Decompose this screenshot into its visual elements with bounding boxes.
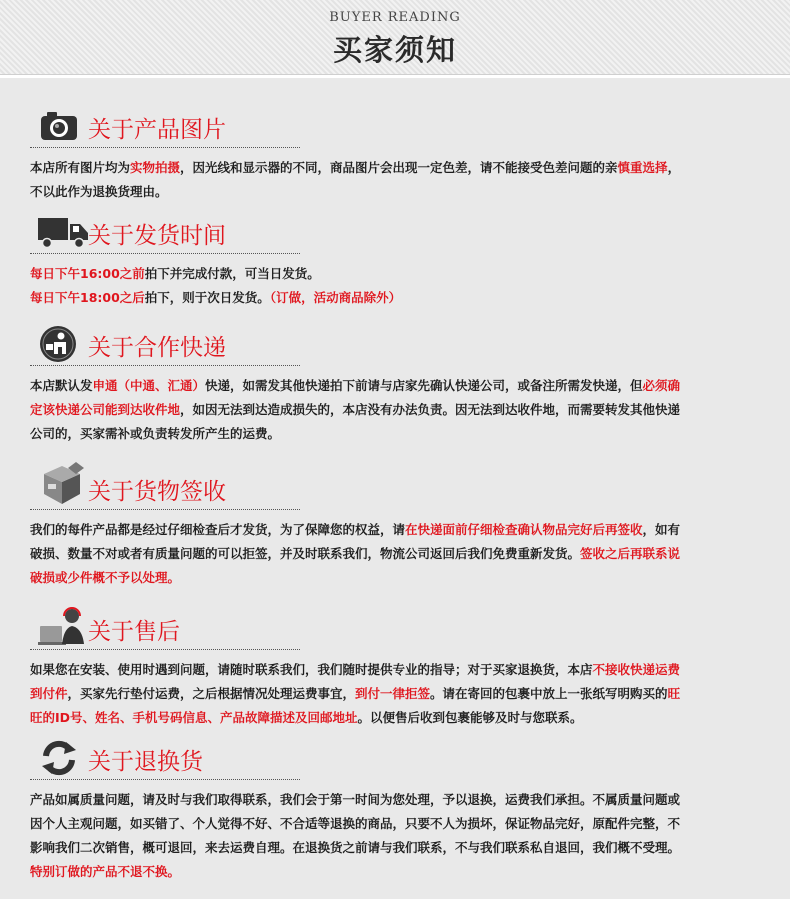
section-title: 关于合作快递 <box>88 335 226 361</box>
highlight-text: 不接收快递运费 <box>592 662 681 677</box>
text-line <box>30 398 760 422</box>
section-after-sales <box>30 608 760 730</box>
text-line <box>30 262 760 286</box>
section-heading <box>30 106 760 146</box>
body-text: 影响我们二次销售，概可退回，来去运费自理。在退换货之前请与我们联系，不与我们联系私自退回，我们概不受理。 <box>30 840 681 855</box>
section-title: 关于售后 <box>88 619 180 645</box>
body-text: 产品如属质量问题，请及时与我们取得联系，我们会于第一时间为您处理，予以退换，运费我们承担。不属质量问题或 <box>30 792 681 807</box>
section-title: 关于货物签收 <box>88 479 226 505</box>
highlight-text: 定该快递公司能到达收件地 <box>30 402 181 417</box>
text-line <box>30 156 760 180</box>
section-product-images <box>30 106 760 204</box>
section-heading <box>30 608 760 648</box>
text-line <box>30 836 760 860</box>
highlight-text: 到付一律拒签 <box>355 686 431 701</box>
body-text: 我们的每件产品都是经过仔细检查后才发货，为了保障您的权益，请 <box>30 522 406 537</box>
highlight-text: 每日下午16:00之前 <box>30 266 145 281</box>
body-text: 拍下，则于次日发货。 <box>144 290 270 305</box>
body-text: 如果您在安装、使用时遇到问题，请随时联系我们，我们随时提供专业的指导；对于买家退换货，本店 <box>30 662 593 677</box>
dotted-divider <box>30 509 300 510</box>
body-text: ， <box>667 160 681 175</box>
section-text <box>30 658 760 730</box>
text-line <box>30 286 760 310</box>
section-title: 关于发货时间 <box>88 223 226 249</box>
dotted-divider <box>30 253 300 254</box>
body-text: 不以此作为退换货理由。 <box>30 184 168 199</box>
text-line <box>30 422 760 446</box>
highlight-text: 破损或少件概不予以处理。 <box>30 570 181 585</box>
section-text <box>30 262 760 310</box>
dotted-divider <box>30 649 300 650</box>
highlight-text: 旺 <box>667 686 681 701</box>
body-text: ，因光线和显示器的不同，商品图片会出现一定色差，请不能接受色差问题的亲 <box>180 160 618 175</box>
body-text: ，如因无法到达造成损失的，本店没有办法负责。因无法到达收件地，而需要转发其他快递 <box>180 402 681 417</box>
text-line <box>30 860 760 884</box>
highlight-text: 每日下午18:00之后 <box>30 290 145 305</box>
courier-icon <box>38 324 80 364</box>
highlight-text: 到付件 <box>30 686 68 701</box>
text-line <box>30 180 760 204</box>
body-text: 破损、数量不对或者有质量问题的可以拒签，并及时联系我们，物流公司返回后我们免费重新发货。 <box>30 546 581 561</box>
text-line <box>30 542 760 566</box>
dotted-divider <box>30 365 300 366</box>
highlight-text: 旺的ID号、姓名、手机号码信息、产品故障描述及回邮地址 <box>30 710 358 725</box>
text-line <box>30 566 760 590</box>
section-delivery-receipt <box>30 468 760 590</box>
text-line <box>30 788 760 812</box>
section-text <box>30 788 760 884</box>
section-heading <box>30 738 760 778</box>
body-text: ，买家先行垫付运费，之后根据情况处理运费事宜， <box>67 686 356 701</box>
dotted-divider <box>30 779 300 780</box>
text-line <box>30 812 760 836</box>
header-english-title: BUYER READING <box>329 10 461 25</box>
text-line <box>30 658 760 682</box>
highlight-text: 慎重选择 <box>617 160 668 175</box>
text-line <box>30 706 760 730</box>
section-heading <box>30 324 760 364</box>
section-heading <box>30 212 760 252</box>
section-courier <box>30 324 760 446</box>
text-line <box>30 682 760 706</box>
body-text: 拍下并完成付款，可当日发货。 <box>144 266 320 281</box>
section-heading <box>30 468 760 508</box>
section-text <box>30 156 760 204</box>
section-text <box>30 518 760 590</box>
customer-service-icon <box>38 604 80 644</box>
truck-icon <box>38 212 80 252</box>
section-title: 关于退换货 <box>88 749 203 775</box>
body-text: 。以便售后收到包裹能够及时与您联系。 <box>357 710 583 725</box>
highlight-text: （订做，活动商品除外） <box>269 290 402 305</box>
highlight-text: 特别订做的产品不退不换。 <box>30 864 181 879</box>
body-text: 本店所有图片均为 <box>30 160 131 175</box>
highlight-text: 在快递面前仔细检查确认物品完好后再签收 <box>405 522 643 537</box>
notice-content <box>0 78 790 899</box>
dotted-divider <box>30 147 300 148</box>
text-line <box>30 374 760 398</box>
section-text <box>30 374 760 446</box>
highlight-text: 申通（中通、汇通） <box>92 378 206 393</box>
section-shipping-time <box>30 212 760 310</box>
package-icon <box>38 460 80 500</box>
body-text: 本店默认发 <box>30 378 93 393</box>
highlight-text: 实物拍摄 <box>130 160 181 175</box>
page-header <box>0 0 790 75</box>
highlight-text: 必须确 <box>642 378 681 393</box>
text-line <box>30 518 760 542</box>
body-text: 公司的，买家需补或负责转发所产生的运费。 <box>30 426 281 441</box>
body-text: ，如有 <box>642 522 681 537</box>
header-title: 买家须知 <box>332 33 457 67</box>
exchange-icon <box>38 738 80 778</box>
section-title: 关于产品图片 <box>88 117 226 143</box>
section-returns <box>30 738 760 884</box>
body-text: 快递，如需发其他快递拍下前请与店家先确认快递公司，或备注所需发快递，但 <box>205 378 643 393</box>
highlight-text: 签收之后再联系说 <box>580 546 681 561</box>
body-text: 。请在寄回的包裹中放上一张纸写明购买的 <box>430 686 668 701</box>
body-text: 因个人主观问题，如买错了、个人觉得不好、不合适等退换的商品，只要不人为损坏，保证物品完好，原配件完整，不 <box>30 816 681 831</box>
camera-icon <box>38 106 80 146</box>
